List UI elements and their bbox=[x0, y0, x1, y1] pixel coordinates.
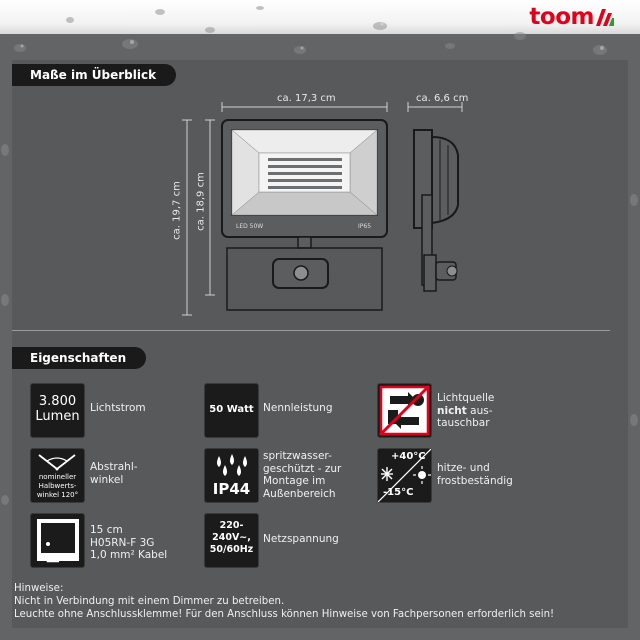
lamp-label-power: LED 50W bbox=[236, 223, 264, 230]
beam-angle-icon bbox=[30, 448, 85, 503]
dimension-depth: ca. 6,6 cm bbox=[416, 93, 469, 104]
property-text-beam-angle bbox=[90, 461, 138, 486]
section-divider bbox=[12, 330, 610, 331]
property-label: 15 cm bbox=[90, 524, 123, 536]
ip44-icon bbox=[204, 448, 259, 503]
property-label: Lichtstrom bbox=[90, 402, 146, 414]
property-text-rated-power bbox=[263, 402, 332, 415]
property-text-light-source bbox=[437, 392, 494, 430]
property-label: Montage im bbox=[263, 475, 326, 487]
property-label: hitze- und bbox=[437, 462, 490, 474]
brand-logo-icon bbox=[596, 9, 614, 26]
dimension-width: ca. 17,3 cm bbox=[277, 93, 336, 104]
notes-line-1: Nicht in Verbindung mit einem Dimmer zu betreiben. bbox=[14, 595, 285, 607]
property-label: H05RN-F 3G bbox=[90, 536, 155, 549]
lamp-label-ip: IP65 bbox=[358, 223, 372, 230]
property-label: spritzwasser- bbox=[263, 450, 332, 462]
beam-label-1: nomineller bbox=[38, 473, 77, 481]
property-label: Netzspannung bbox=[263, 533, 339, 545]
property-label: Nennleistung bbox=[263, 402, 333, 414]
ip44-value: IP44 bbox=[212, 480, 251, 498]
voltage-line-3: 50/60Hz bbox=[209, 544, 254, 555]
notes-heading: Hinweise: bbox=[14, 583, 64, 594]
temperature-max: +40°C bbox=[391, 451, 426, 462]
property-text-temperature bbox=[437, 462, 513, 487]
property-text-cable bbox=[90, 524, 167, 562]
property-label: winkel bbox=[90, 473, 124, 486]
cable-icon bbox=[30, 513, 85, 568]
section-title-properties: Eigenschaften bbox=[12, 347, 146, 369]
property-label: Außenbereich bbox=[263, 487, 336, 500]
property-label: Lichtquelle bbox=[437, 392, 495, 404]
beam-label-2: Halbwerts- bbox=[38, 482, 77, 490]
property-label: geschützt - zur bbox=[263, 462, 342, 475]
notes-block bbox=[14, 583, 554, 621]
dimension-height-lamp: ca. 18,9 cm bbox=[195, 172, 207, 231]
no-replace-icon bbox=[377, 383, 432, 438]
property-text-splashproof bbox=[263, 450, 341, 500]
property-text-luminous-flux bbox=[90, 402, 146, 415]
watt-icon bbox=[204, 383, 259, 438]
temperature-min: -15°C bbox=[383, 487, 414, 498]
property-label-bold: nicht bbox=[437, 404, 467, 417]
voltage-line-1: 220- bbox=[219, 520, 244, 531]
property-label: frostbeständig bbox=[437, 474, 513, 487]
property-label: 1,0 mm² Kabel bbox=[90, 549, 168, 561]
lumen-unit: Lumen bbox=[35, 409, 80, 424]
notes-line-2: Leuchte ohne Anschlussklemme! Für den Anschluss können Hinweise von Fachpersonen erforderlich sein! bbox=[14, 608, 555, 620]
watt-value: 50 Watt bbox=[209, 404, 254, 415]
dimension-drawing bbox=[170, 95, 480, 320]
lumen-icon bbox=[30, 383, 85, 438]
beam-label-3: winkel 120° bbox=[36, 491, 79, 499]
property-label: Abstrahl- bbox=[90, 461, 138, 473]
property-text-voltage bbox=[263, 533, 339, 546]
section-title-dimensions: Maße im Überblick bbox=[12, 64, 176, 86]
property-label: tauschbar bbox=[437, 417, 490, 429]
property-label-suffix: aus- bbox=[466, 404, 493, 417]
brand-logo-text: toom bbox=[529, 4, 594, 30]
dimension-height-total: ca. 19,7 cm bbox=[171, 181, 183, 240]
lumen-value: 3.800 bbox=[38, 394, 77, 409]
voltage-line-2: 240V~, bbox=[212, 532, 251, 543]
temperature-icon bbox=[377, 448, 432, 503]
voltage-icon bbox=[204, 513, 259, 568]
